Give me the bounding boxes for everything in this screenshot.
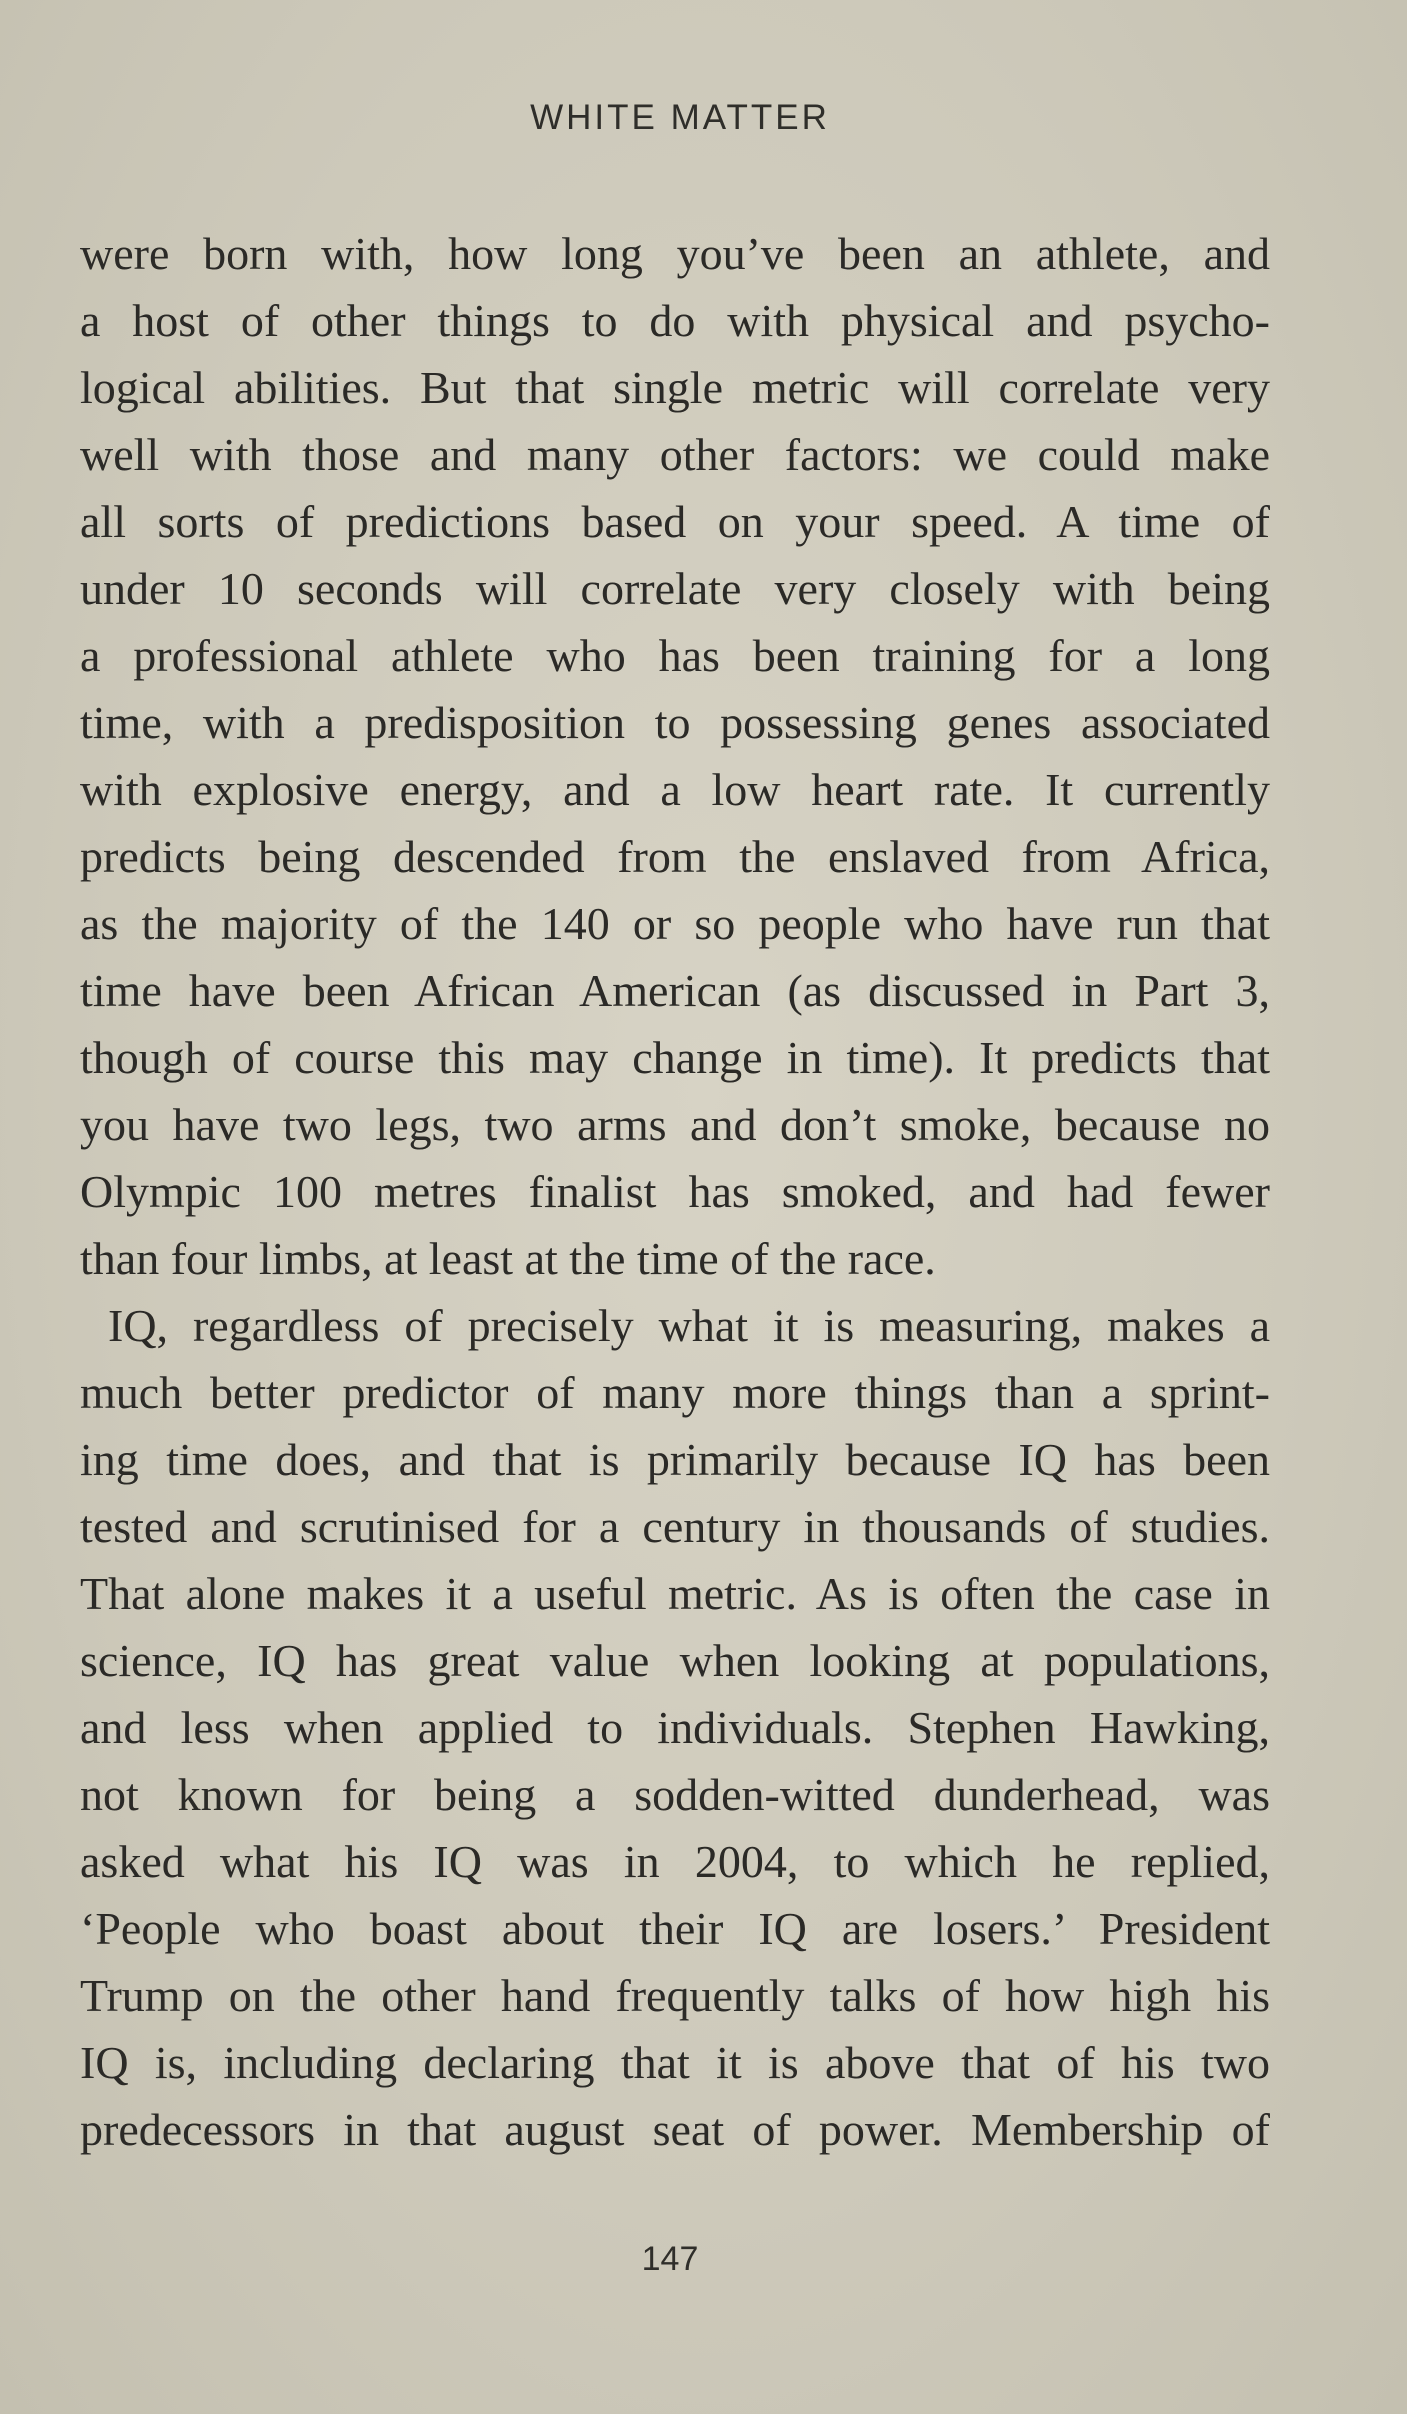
text-line: all sorts of predictions based on your speed. A time of bbox=[80, 496, 1270, 547]
text-line: logical abilities. But that single metric will correlate very bbox=[80, 362, 1270, 413]
text-line: predecessors in that august seat of power. Membership of bbox=[80, 2104, 1270, 2155]
text-line: IQ, regardless of precisely what it is measuring, makes a bbox=[108, 1300, 1270, 1351]
text-line: Trump on the other hand frequently talks of how high his bbox=[80, 1970, 1270, 2021]
text-line: Olympic 100 metres finalist has smoked, and had fewer bbox=[80, 1166, 1270, 1217]
text-line: That alone makes it a useful metric. As is often the case in bbox=[80, 1568, 1270, 1619]
body-text bbox=[80, 220, 1270, 2163]
paragraph-2 bbox=[80, 1292, 1270, 2163]
text-line: a professional athlete who has been training for a long bbox=[80, 630, 1270, 681]
text-line: not known for being a sodden-witted dunderhead, was bbox=[80, 1769, 1270, 1820]
text-line: predicts being descended from the enslaved from Africa, bbox=[80, 831, 1270, 882]
text-line: well with those and many other factors: we could make bbox=[80, 429, 1270, 480]
text-line: time have been African American (as discussed in Part 3, bbox=[80, 965, 1270, 1016]
text-line: much better predictor of many more things than a sprint- bbox=[80, 1367, 1270, 1418]
text-line: tested and scrutinised for a century in thousands of studies. bbox=[80, 1501, 1270, 1552]
paragraph-1 bbox=[80, 220, 1270, 1292]
text-line: and less when applied to individuals. Stephen Hawking, bbox=[80, 1702, 1270, 1753]
text-line: as the majority of the 140 or so people who have run that bbox=[80, 898, 1270, 949]
text-line: ‘People who boast about their IQ are losers.’ President bbox=[80, 1903, 1270, 1954]
text-line: you have two legs, two arms and don’t smoke, because no bbox=[80, 1099, 1270, 1150]
text-line: though of course this may change in time). It predicts that bbox=[80, 1032, 1270, 1083]
text-line: IQ is, including declaring that it is above that of his two bbox=[80, 2037, 1270, 2088]
page-number: 147 bbox=[641, 2240, 699, 2278]
text-line: science, IQ has great value when looking at populations, bbox=[80, 1635, 1270, 1686]
text-line: than four limbs, at least at the time of the race. bbox=[80, 1233, 936, 1284]
text-line: a host of other things to do with physical and psycho- bbox=[80, 295, 1270, 346]
text-line: were born with, how long you’ve been an athlete, and bbox=[80, 228, 1270, 279]
text-line: asked what his IQ was in 2004, to which he replied, bbox=[80, 1836, 1270, 1887]
text-line: ing time does, and that is primarily because IQ has been bbox=[80, 1434, 1270, 1485]
text-line: time, with a predisposition to possessing genes associated bbox=[80, 697, 1270, 748]
text-line: with explosive energy, and a low heart rate. It currently bbox=[80, 764, 1270, 815]
running-header: WHITE MATTER bbox=[530, 98, 830, 137]
text-line: under 10 seconds will correlate very closely with being bbox=[80, 563, 1270, 614]
